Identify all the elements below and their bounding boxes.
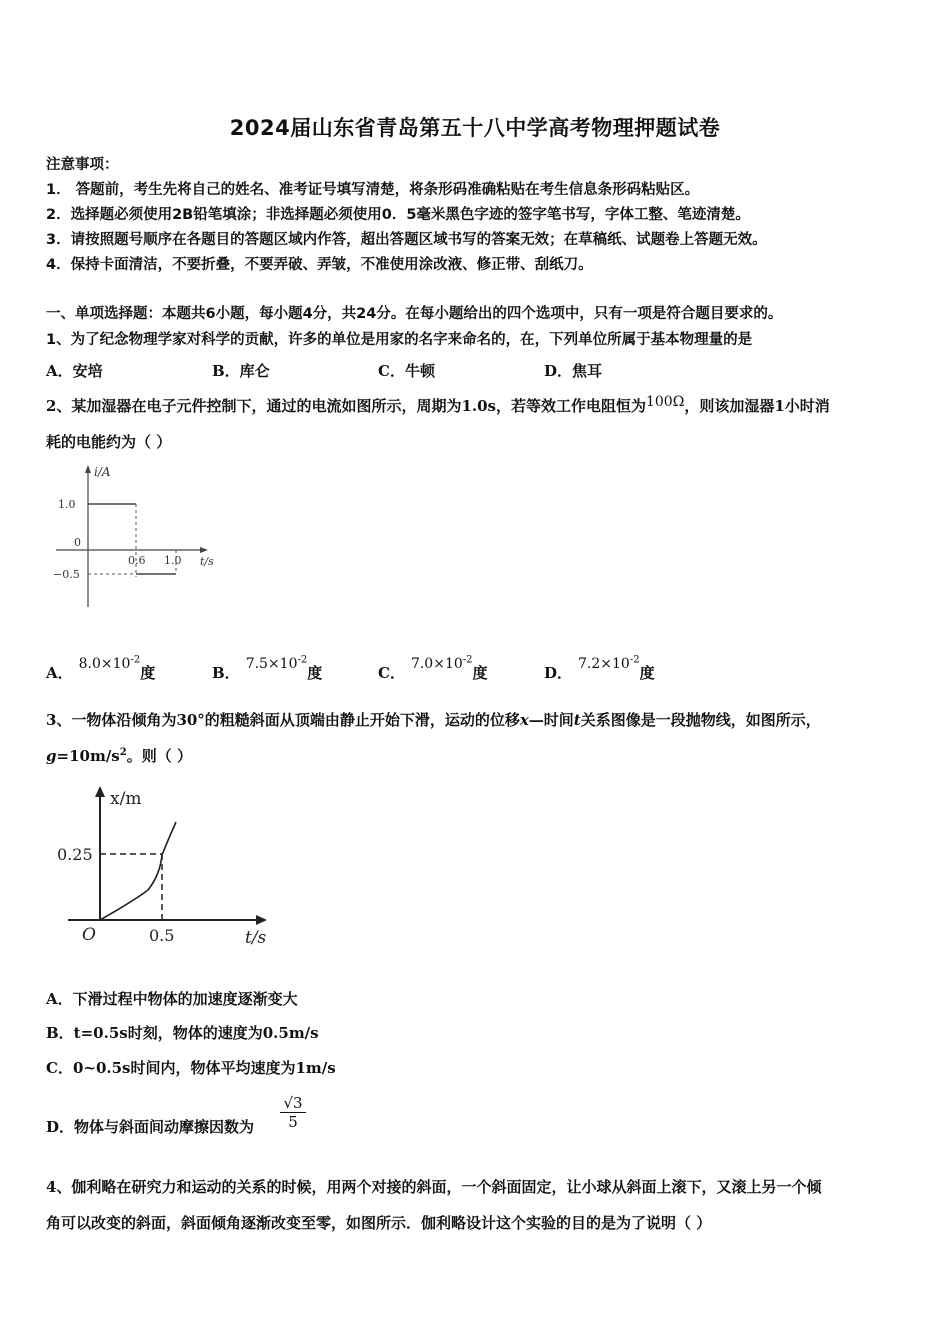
notice-item: 2．选择题必须使用2B铅笔填涂；非选择题必须使用0．5毫米黑色字迹的签字笔书写，字体工整、笔迹清楚。 (46, 207, 750, 223)
y-tick-label: 0.25 (57, 845, 93, 864)
q2-stem-part: ，则该加湿器1小时消 (684, 397, 830, 415)
option-unit: 度 (140, 664, 156, 682)
question-4-stem-line2: 角可以改变的斜面，斜面倾角逐渐改变至零，如图所示．伽利略设计这个实验的目的是为了说明（ ） (46, 1214, 712, 1232)
q3-var-g: g (46, 747, 57, 765)
y-tick-label: 1.0 (58, 498, 76, 511)
option-unit: 度 (307, 664, 323, 682)
x-axis-label: t/s (200, 555, 214, 568)
q3-var-t: t (573, 711, 581, 729)
option-exponent: -2 (297, 654, 308, 666)
q3-option-d: D．物体与斜面间动摩擦因数为 (46, 1118, 255, 1136)
q3-stem-part: —时间 (528, 711, 574, 729)
option-letter: D． (544, 664, 573, 682)
q3-var-x: x (519, 711, 529, 729)
q1-option-d: D．焦耳 (544, 362, 603, 380)
y-axis-label: i/A (94, 465, 111, 479)
fraction-numerator: √3 (280, 1094, 306, 1113)
q2-option-b (212, 654, 323, 683)
y-axis-label: x/m (110, 789, 142, 809)
option-letter: C． (378, 664, 405, 682)
y-axis-arrow (85, 465, 91, 473)
x-tick-label: 0.6 (128, 554, 146, 567)
origin-label: O (82, 925, 96, 945)
q1-option-a: A．安培 (46, 362, 103, 380)
option-value (246, 656, 308, 672)
option-letter: A． (46, 664, 73, 682)
q3-exponent: 2 (119, 747, 127, 758)
option-exponent: -2 (462, 654, 473, 666)
question-3-stem (46, 709, 821, 730)
option-value (411, 656, 473, 672)
question-1-stem: 1、为了纪念物理学家对科学的贡献，许多的单位是用家的名字来命名的，在，下列单位所属于基本物理量的是 (46, 332, 753, 348)
q3-stem-part: 关系图像是一段抛物线，如图所示， (580, 711, 821, 729)
notice-item: 4．保持卡面清洁，不要折叠，不要弄破、弄皱，不准使用涂改液、修正带、刮纸刀。 (46, 257, 593, 273)
x-axis-arrow (256, 915, 267, 925)
y-tick-label: 0 (74, 536, 81, 549)
x-axis-label: t/s (245, 928, 267, 948)
q2-resistance: 100Ω (645, 394, 685, 410)
option-mantissa: 7.5×10 (245, 656, 298, 672)
question-3-stem-line2 (46, 745, 192, 766)
question-2-stem (46, 395, 830, 416)
question-2-stem-line2: 耗的电能约为（ ） (46, 433, 172, 451)
section-heading: 一、单项选择题：本题共6小题，每小题4分，共24分。在每小题给出的四个选项中，只有一项是符合题目要求的。 (46, 306, 783, 322)
fraction-denominator: 5 (288, 1113, 298, 1131)
option-exponent: -2 (130, 654, 141, 666)
displacement-time-graph (50, 780, 280, 955)
y-tick-label: −0.5 (53, 568, 80, 581)
q2-stem-part: 2、某加湿器在电子元件控制下，通过的电流如图所示，周期为1.0s，若等效工作电阻恒为 (46, 397, 646, 415)
question-4-stem: 4、伽利略在研究力和运动的关系的时候，用两个对接的斜面，一个斜面固定，让小球从斜面上滚下，又滚上另一个倾 (46, 1178, 822, 1196)
x-axis-arrow (200, 547, 208, 553)
q1-option-c: C．牛顿 (378, 362, 435, 380)
page-title: 2024届山东省青岛第五十八中学高考物理押题试卷 (229, 116, 721, 140)
q2-option-d (544, 654, 655, 683)
q3-option-b: B．t=0.5s时刻，物体的速度为0.5m/s (46, 1024, 319, 1042)
current-time-graph (50, 462, 230, 612)
q2-option-a (46, 654, 156, 683)
option-unit: 度 (472, 664, 488, 682)
notice-item: 1． 答题前，考生先将自己的姓名、准考证号填写清楚，将条形码准确粘贴在考生信息条形码粘贴区。 (46, 182, 700, 198)
q3-option-c: C．0~0.5s时间内，物体平均速度为1m/s (46, 1059, 336, 1077)
q1-option-b: B．库仑 (212, 362, 270, 380)
q3-stem-part: 。则（ ） (126, 747, 192, 765)
q3-stem-part: 3、一物体沿倾角为30°的粗糙斜面从顶端由静止开始下滑，运动的位移 (46, 711, 520, 729)
notice-item: 3．请按照题号顺序在各题目的答题区域内作答，超出答题区域书写的答案无效；在草稿纸、试题卷上答题无效。 (46, 232, 767, 248)
q3-stem-part: =10m/s (56, 747, 120, 765)
option-value (578, 656, 640, 672)
option-exponent: -2 (629, 654, 640, 666)
notice-heading: 注意事项： (46, 157, 119, 173)
option-mantissa: 8.0×10 (78, 656, 131, 672)
x-tick-label: 0.5 (149, 926, 175, 945)
y-axis-arrow (95, 786, 105, 797)
option-value (79, 656, 141, 672)
q3-option-a: A．下滑过程中物体的加速度逐渐变大 (46, 990, 298, 1008)
friction-coefficient-fraction (280, 1094, 306, 1131)
x-tick-label: 1.0 (164, 554, 182, 567)
parabola-curve (100, 822, 176, 920)
q2-option-c (378, 654, 488, 683)
option-mantissa: 7.0×10 (410, 656, 463, 672)
option-letter: B． (212, 664, 240, 682)
option-unit: 度 (639, 664, 655, 682)
option-mantissa: 7.2×10 (578, 656, 630, 672)
